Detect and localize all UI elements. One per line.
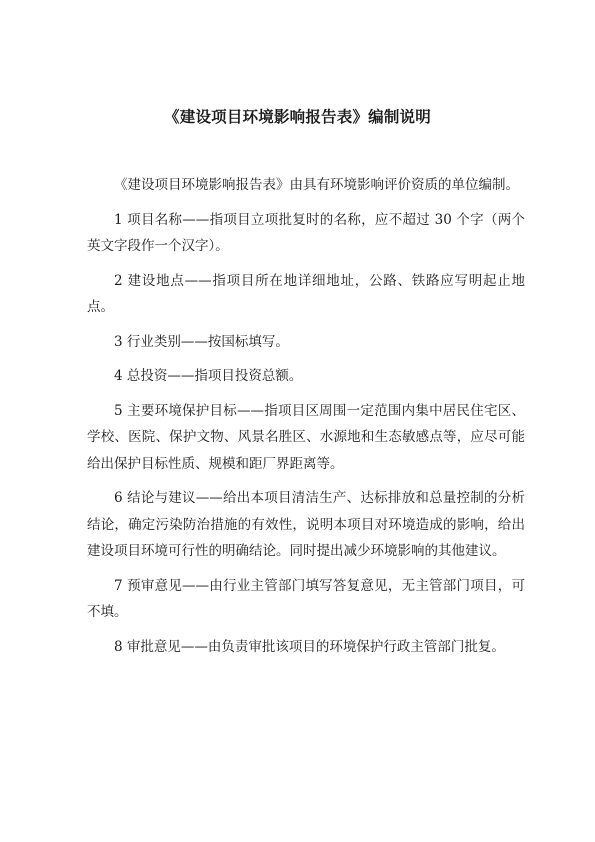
paragraph-pre-review: 7 预审意见——由行业主管部门填写答复意见，无主管部门项目，可不填。 (87, 577, 525, 620)
paragraph-intro: 《建设项目环境影响报告表》由具有环境影响评价资质的单位编制。 (114, 177, 519, 193)
paragraph-project-name: 1 项目名称——指项目立项批复时的名称，应不超过 30 个字（两个英文字段作一个汉字）。 (87, 211, 525, 254)
paragraph-approval: 8 审批意见——由负责审批该项目的环境保护行政主管部门批复。 (114, 638, 505, 655)
paragraph-conclusions: 6 结论与建议——给出本项目清洁生产、达标排放和总量控制的分析结论，确定污染防治措施的有效性，说明本项目对环境造成的影响，给出建设项目环境可行性的明确结论。同时提出减少环境影响的其他建议。 (87, 490, 525, 559)
paragraph-protection-targets: 5 主要环境保护目标——指项目区周围一定范围内集中居民住宅区、学校、医院、保护文物、风景名胜区、水源地和生态敏感点等，应尽可能给出保护目标性质、规模和距厂界距离等。 (87, 402, 525, 472)
paragraph-construction-site: 2 建设地点——指项目所在地详细地址，公路、铁路应写明起止地点。 (87, 272, 525, 315)
paragraph-total-investment: 4 总投资——指项目投资总额。 (114, 368, 303, 384)
paragraph-industry-category: 3 行业类别——按国标填写。 (114, 333, 289, 350)
document-body (87, 172, 525, 668)
document-title: 《建设项目环境影响报告表》编制说明 (164, 107, 431, 126)
